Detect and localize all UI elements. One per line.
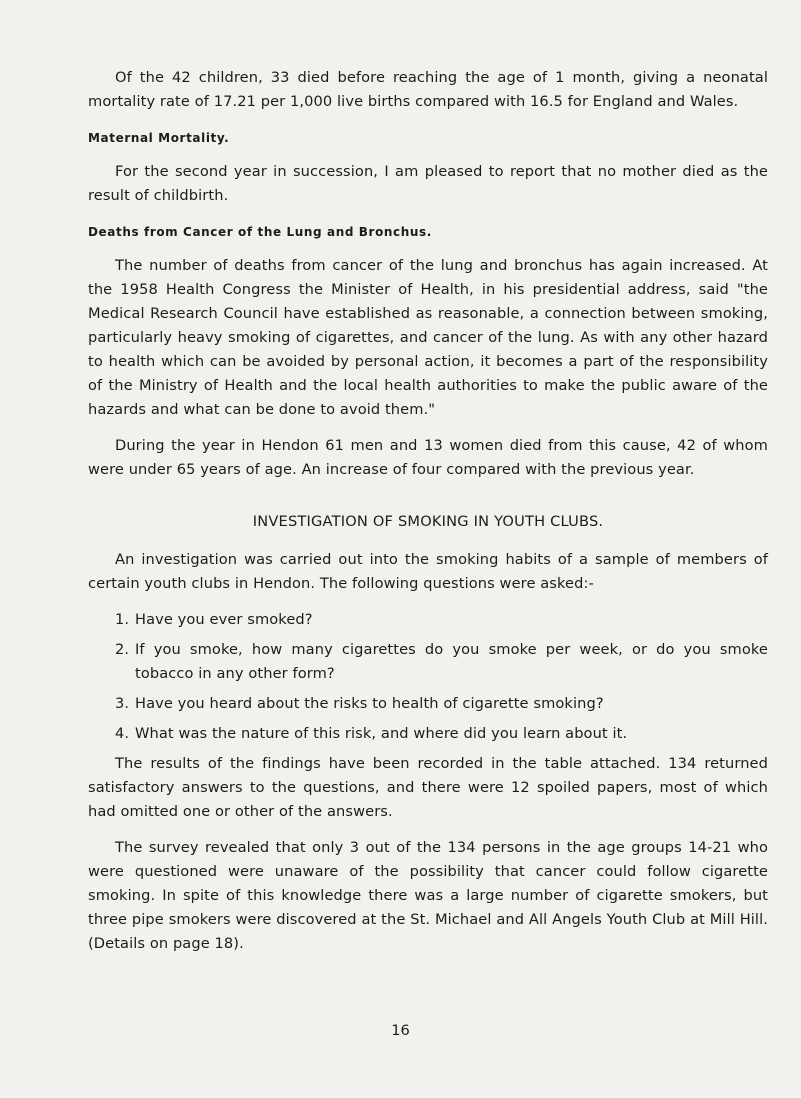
question-number: 3.: [115, 695, 130, 712]
list-item: [115, 722, 768, 746]
question-number: 4.: [115, 725, 130, 742]
question-text: Have you heard about the risks to health of cigarette smoking?: [135, 695, 604, 712]
page-content: [88, 66, 768, 968]
lung-cancer-paragraph-2: During the year in Hendon 61 men and 13 women died from this cause, 42 of whom were under 65 years of age. An increase of four compared with the previous year.: [88, 437, 768, 478]
list-item: [115, 692, 768, 716]
question-text: What was the nature of this risk, and where did you learn about it.: [135, 725, 628, 742]
investigation-heading: INVESTIGATION OF SMOKING IN YOUTH CLUBS.: [252, 513, 604, 530]
lung-cancer-paragraph-1: The number of deaths from cancer of the lung and bronchus has again increased. At the 1958 Health Congress the Minister of Health, in his presidential address, said "the Medical Research Council have established as reasonable, a connection between smoking, particularly heavy smoking of cigarettes, and cancer of the lung. As with any other hazard to health which can be avoided by personal action, it becomes a part of the responsibility of the Ministry of Health and the local health authorities to make the public aware of the hazards and what can be done to avoid them.": [88, 257, 768, 418]
investigation-intro: An investigation was carried out into the smoking habits of a sample of members of certain youth clubs in Hendon. The following questions were asked:-: [88, 551, 768, 592]
question-number: 2.: [115, 641, 130, 658]
maternal-mortality-heading: Maternal Mortality.: [88, 131, 230, 145]
question-number: 1.: [115, 611, 130, 628]
lung-cancer-heading: Deaths from Cancer of the Lung and Bronchus.: [88, 225, 432, 239]
survey-paragraph: The survey revealed that only 3 out of the 134 persons in the age groups 14-21 who were questioned were unaware of the possibility that cancer could follow cigarette smoking. In spite of this knowledge there was a large number of cigarette smokers, but three pipe smokers were discovered at the St. Michael and All Angels Youth Club at Mill Hill. (Details on page 18).: [88, 839, 768, 952]
neonatal-paragraph: Of the 42 children, 33 died before reaching the age of 1 month, giving a neonatal mortality rate of 17.21 per 1,000 live births compared with 16.5 for England and Wales.: [88, 69, 768, 110]
list-item: [115, 608, 768, 632]
question-text: Have you ever smoked?: [135, 611, 313, 628]
questions-list: [88, 608, 768, 746]
results-paragraph: The results of the findings have been recorded in the table attached. 134 returned satisfactory answers to the questions, and there were 12 spoiled papers, most of which had omitted one or other of the answers.: [88, 755, 768, 820]
list-item: [115, 638, 768, 686]
page-number: 16: [391, 1022, 410, 1039]
question-text: If you smoke, how many cigarettes do you smoke per week, or do you smoke tobacco in any other form?: [135, 641, 768, 682]
maternal-paragraph: For the second year in succession, I am pleased to report that no mother died as the result of childbirth.: [88, 163, 768, 204]
